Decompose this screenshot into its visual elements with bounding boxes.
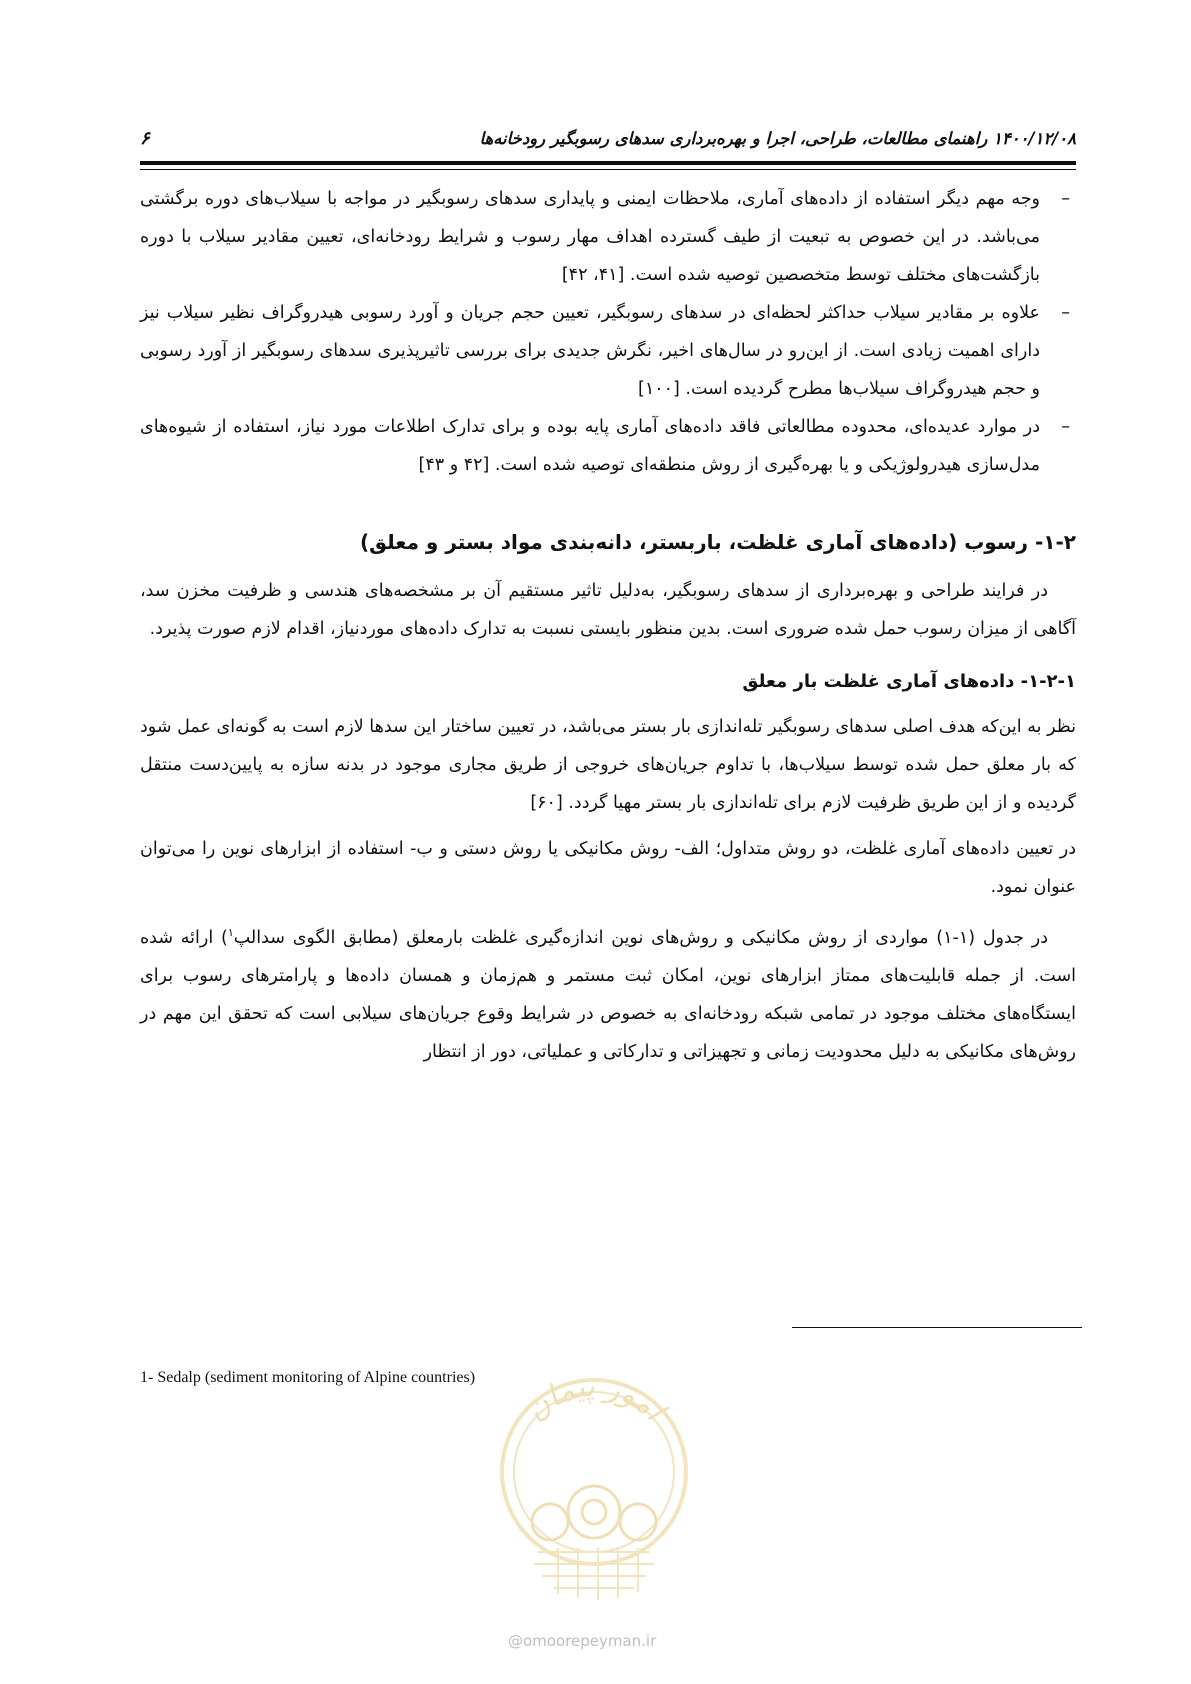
subsection-heading: ۱-۲-۱- داده‌های آماری غلظت بار معلق	[742, 671, 1076, 692]
paragraph-part: در جدول (۱-۱) مواردی از روش مکانیکی و روش‌های نوین اندازه‌گیری غلظت بارمعلق (مطابق الگوی سدالپ	[233, 927, 1048, 948]
footnote-ref[interactable]: ۱	[227, 926, 234, 939]
header-rule-thick	[140, 161, 1076, 165]
page-body	[140, 180, 1076, 1071]
paragraph: نظر به این‌که هدف اصلی سدهای رسوبگیر تله‌اندازی بار بستر می‌باشد، در تعیین ساختار این سدها لازم است به گونه‌ای عمل شود که بار معلق حمل شده توسط سیلاب‌ها، با تداوم جریان‌های خروجی از طریق مجاری موجود در بدنه سازه به پایین‌دست منتقل گردیده و از این طریق ظرفیت لازم برای تله‌اندازی بار بستر مهیا گردد. [۶۰]	[140, 717, 1076, 813]
footnote: 1- Sedalp (sediment monitoring of Alpine countries)	[140, 1369, 476, 1386]
watermark-logo	[478, 1362, 710, 1624]
bullet-item	[140, 180, 1076, 294]
gear-icon	[532, 1486, 656, 1540]
watermark-text: @omoorepeyman.ir	[508, 1632, 657, 1650]
page-header	[140, 128, 1076, 149]
bullet-dash: –	[1061, 417, 1070, 437]
bullet-dash: –	[1061, 303, 1070, 323]
section-heading: ۱-۲- رسوب (داده‌های آماری غلظت، باربستر، دانه‌بندی مواد بستر و معلق)	[359, 530, 1076, 554]
paragraph	[140, 914, 1076, 1071]
footnote-rule	[792, 1327, 1082, 1328]
paragraph-part: ) ارائه شده است. از جمله قابلیت‌های ممتاز ابزارهای نوین، امکان ثبت مستمر و هم‌زمان و همسان داده‌ها و پارامترهای رسوب برای ایستگاه‌های مختلف موجود در تمامی شبکه رودخانه‌ای به خصوص در شرایط وقوع جریان‌های سیلابی است که تحقق این مهم در روش‌های مکانیکی به دلیل محدودیت زمانی و تجهیزاتی و تدارکاتی و عملیاتی، دور از انتظار	[140, 927, 1076, 1062]
paragraph: در تعیین داده‌های آماری غلظت، دو روش متداول؛ الف- روش مکانیکی یا روش دستی و ب- استفاده از ابزارهای نوین را می‌توان عنوان نمود.	[140, 839, 1076, 897]
bullet-dash: –	[1061, 189, 1070, 209]
header-rule-thin	[140, 169, 1076, 170]
bullet-text: وجه مهم دیگر استفاده از داده‌های آماری، ملاحظات ایمنی و پایداری سدهای رسوبگیر در مواجه با سیلاب‌های دوره برگشتی می‌باشد. در این خصوص به تبعیت از طیف گسترده اهداف مهار رسوب و شرایط رودخانه‌ای، تعیین مقادیر سیلاب با دوره بازگشت‌های مختلف توسط متخصصین توصیه شده است. [۴۱، ۴۲]	[140, 189, 1040, 285]
bullet-list	[140, 180, 1076, 484]
section-intro: در فرایند طراحی و بهره‌برداری از سدهای رسوبگیر، به‌دلیل تاثیر مستقیم آن بر مشخصه‌های هندسی و ظرفیت مخزن سد، آگاهی از میزان رسوب حمل شده ضروری است. بدین منظور بایستی نسبت به تدارک داده‌های موردنیاز، اقدام لازم صورت پذیرد.	[140, 581, 1076, 639]
logo-text: امور پیمان	[518, 1368, 671, 1428]
bullet-text: در موارد عدیده‌ای، محدوده مطالعاتی فاقد داده‌های آماری پایه بوده و برای تدارک اطلاعات مورد نیاز، استفاده از شیوه‌های مدل‌سازی هیدرولوژیکی و یا بهره‌گیری از روش منطقه‌ای توصیه شده است. [۴۲ و ۴۳]	[140, 417, 1040, 475]
bullet-item	[140, 294, 1076, 408]
page-number: ۶	[140, 128, 150, 149]
running-title: ۱۴۰۰/۱۲/۰۸ راهنمای مطالعات، طراحی، اجرا و بهره‌برداری سدهای رسوبگیر رودخانه‌ها	[479, 129, 1076, 148]
bullet-text: علاوه بر مقادیر سیلاب حداکثر لحظه‌ای در سدهای رسوبگیر، تعیین حجم جریان و آورد رسوبی هیدروگراف نظیر سیلاب نیز دارای اهمیت زیادی است. از این‌رو در سال‌های اخیر، نگرش جدیدی برای بررسی تاثیرپذیری سدهای رسوبگیر از آورد رسوبی و حجم هیدروگراف سیلاب‌ها مطرح گردیده است. [۱۰۰]	[140, 303, 1040, 399]
bullet-item	[140, 408, 1076, 484]
